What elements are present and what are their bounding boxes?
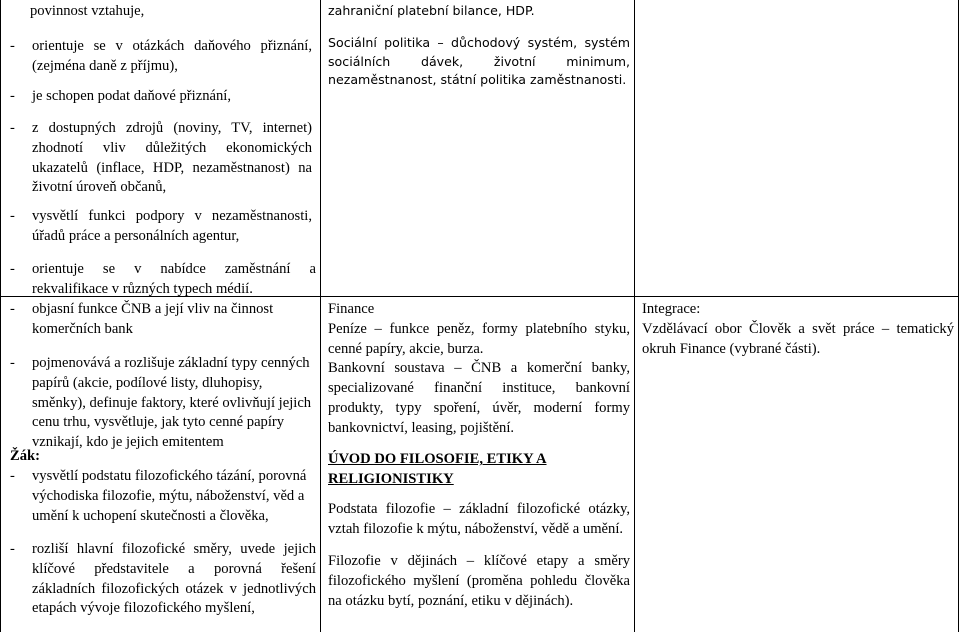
col1-list-item [10, 300, 312, 340]
integration-title: Integrace: [642, 301, 701, 317]
bullet-dash: - [10, 301, 15, 317]
column-divider-2 [634, 0, 635, 632]
bullet-dash: - [10, 468, 15, 484]
col1-item-text: objasní funkce ČNB a její vliv na činnost komerčních bank [32, 301, 274, 337]
bullet-dash: - [10, 120, 15, 136]
bullet-dash: - [10, 355, 15, 371]
bullet-dash: - [10, 208, 15, 224]
table-border-right [958, 0, 959, 632]
col1-item-text: rozliší hlavní filozofické směry, uvede jejich klíčové představitele a porovná řešení základních filozofických otázek v jednotlivých etapách vývoje filozofického myšlení, [32, 541, 316, 617]
col1-item-text: vysvětlí funkci podpory v nezaměstnanosti, úřadů práce a personálních agentur, [32, 208, 312, 244]
social-policy-text: Sociální politika – důchodový systém, systém sociálních dávek, životní minimum, nezaměstnanost, státní politika zaměstnanosti. [328, 35, 630, 88]
col2-top-line: zahraniční platební bilance, HDP. [328, 3, 535, 18]
philosophy-history-text: Filozofie v dějinách – klíčové etapy a směry filozofického myšlení (proměna pohledu člověka na otázku bytí, poznání, etiku v dějinách). [328, 553, 630, 609]
col1-continuation-line [30, 2, 310, 22]
finance-money-text: Peníze – funkce peněz, formy platebního styku, cenné papíry, akcie, burza. [328, 320, 630, 357]
integration-section [642, 300, 954, 359]
bullet-dash: - [10, 541, 15, 557]
bullet-dash: - [10, 88, 15, 104]
finance-section [328, 300, 630, 439]
finance-title: Finance [328, 301, 375, 317]
table-border-left [0, 0, 1, 632]
col1-list-item [10, 260, 316, 300]
philosophy-title: ÚVOD DO FILOSOFIE, ETIKY A RELIGIONISTIKY [328, 451, 547, 487]
col1-item-text: z dostupných zdrojů (noviny, TV, internet) zhodnotí vliv důležitých ekonomických ukazatelů (inflace, HDP, nezaměstnanost) na životní úroveň občanů, [32, 120, 312, 196]
finance-banking-text: Bankovní soustava – ČNB a komerční banky, specializované finanční instituce, bankovní produkty, typy spoření, úvěr, moderní formy bankovnictví, leasing, pojištění. [328, 360, 630, 436]
col1-item-text: pojmenovává a rozlišuje základní typy cenných papírů (akcie, podílové listy, dluhopisy, směnky), definuje faktory, které ovlivňují jejich cenu trhu, vysvětluje, jak tyto cenné papíry vznikají, kdo je jejich emitentem [32, 355, 312, 451]
col1-item-text: je schopen podat daňové přiznání, [32, 88, 231, 104]
col1-list-item [10, 37, 312, 77]
col1-item-text: orientuje se v otázkách daňového přiznání, (zejména daně z příjmu), [32, 38, 312, 74]
col1-item-text: povinnost vztahuje, [30, 3, 145, 19]
col1-list-item [10, 207, 312, 247]
bullet-dash: - [10, 38, 15, 54]
col1-list-item [10, 467, 316, 526]
pupil-heading: Žák: [10, 448, 41, 464]
col1-list-item [10, 87, 312, 107]
col1-item-text: orientuje se v nabídce zaměstnání a rekvalifikace v různých typech médií. [32, 261, 316, 297]
philosophy-basis-text: Podstata filozofie – základní filozofické otázky, vztah filozofie k mýtu, náboženství, vědě a umění. [328, 501, 630, 537]
col1-list-item [10, 354, 314, 453]
col1-list-item [10, 540, 316, 619]
col1-list-item [10, 119, 312, 198]
column-divider-1 [320, 0, 321, 632]
bullet-dash: - [10, 261, 15, 277]
integration-text: Vzdělávací obor Člověk a svět práce – tematický okruh Finance (vybrané části). [642, 320, 954, 357]
col1-item-text: vysvětlí podstatu filozofického tázání, porovná východiska filozofie, mýtu, náboženství, věd a umění k uchopení skutečnosti a člověka, [32, 468, 307, 524]
